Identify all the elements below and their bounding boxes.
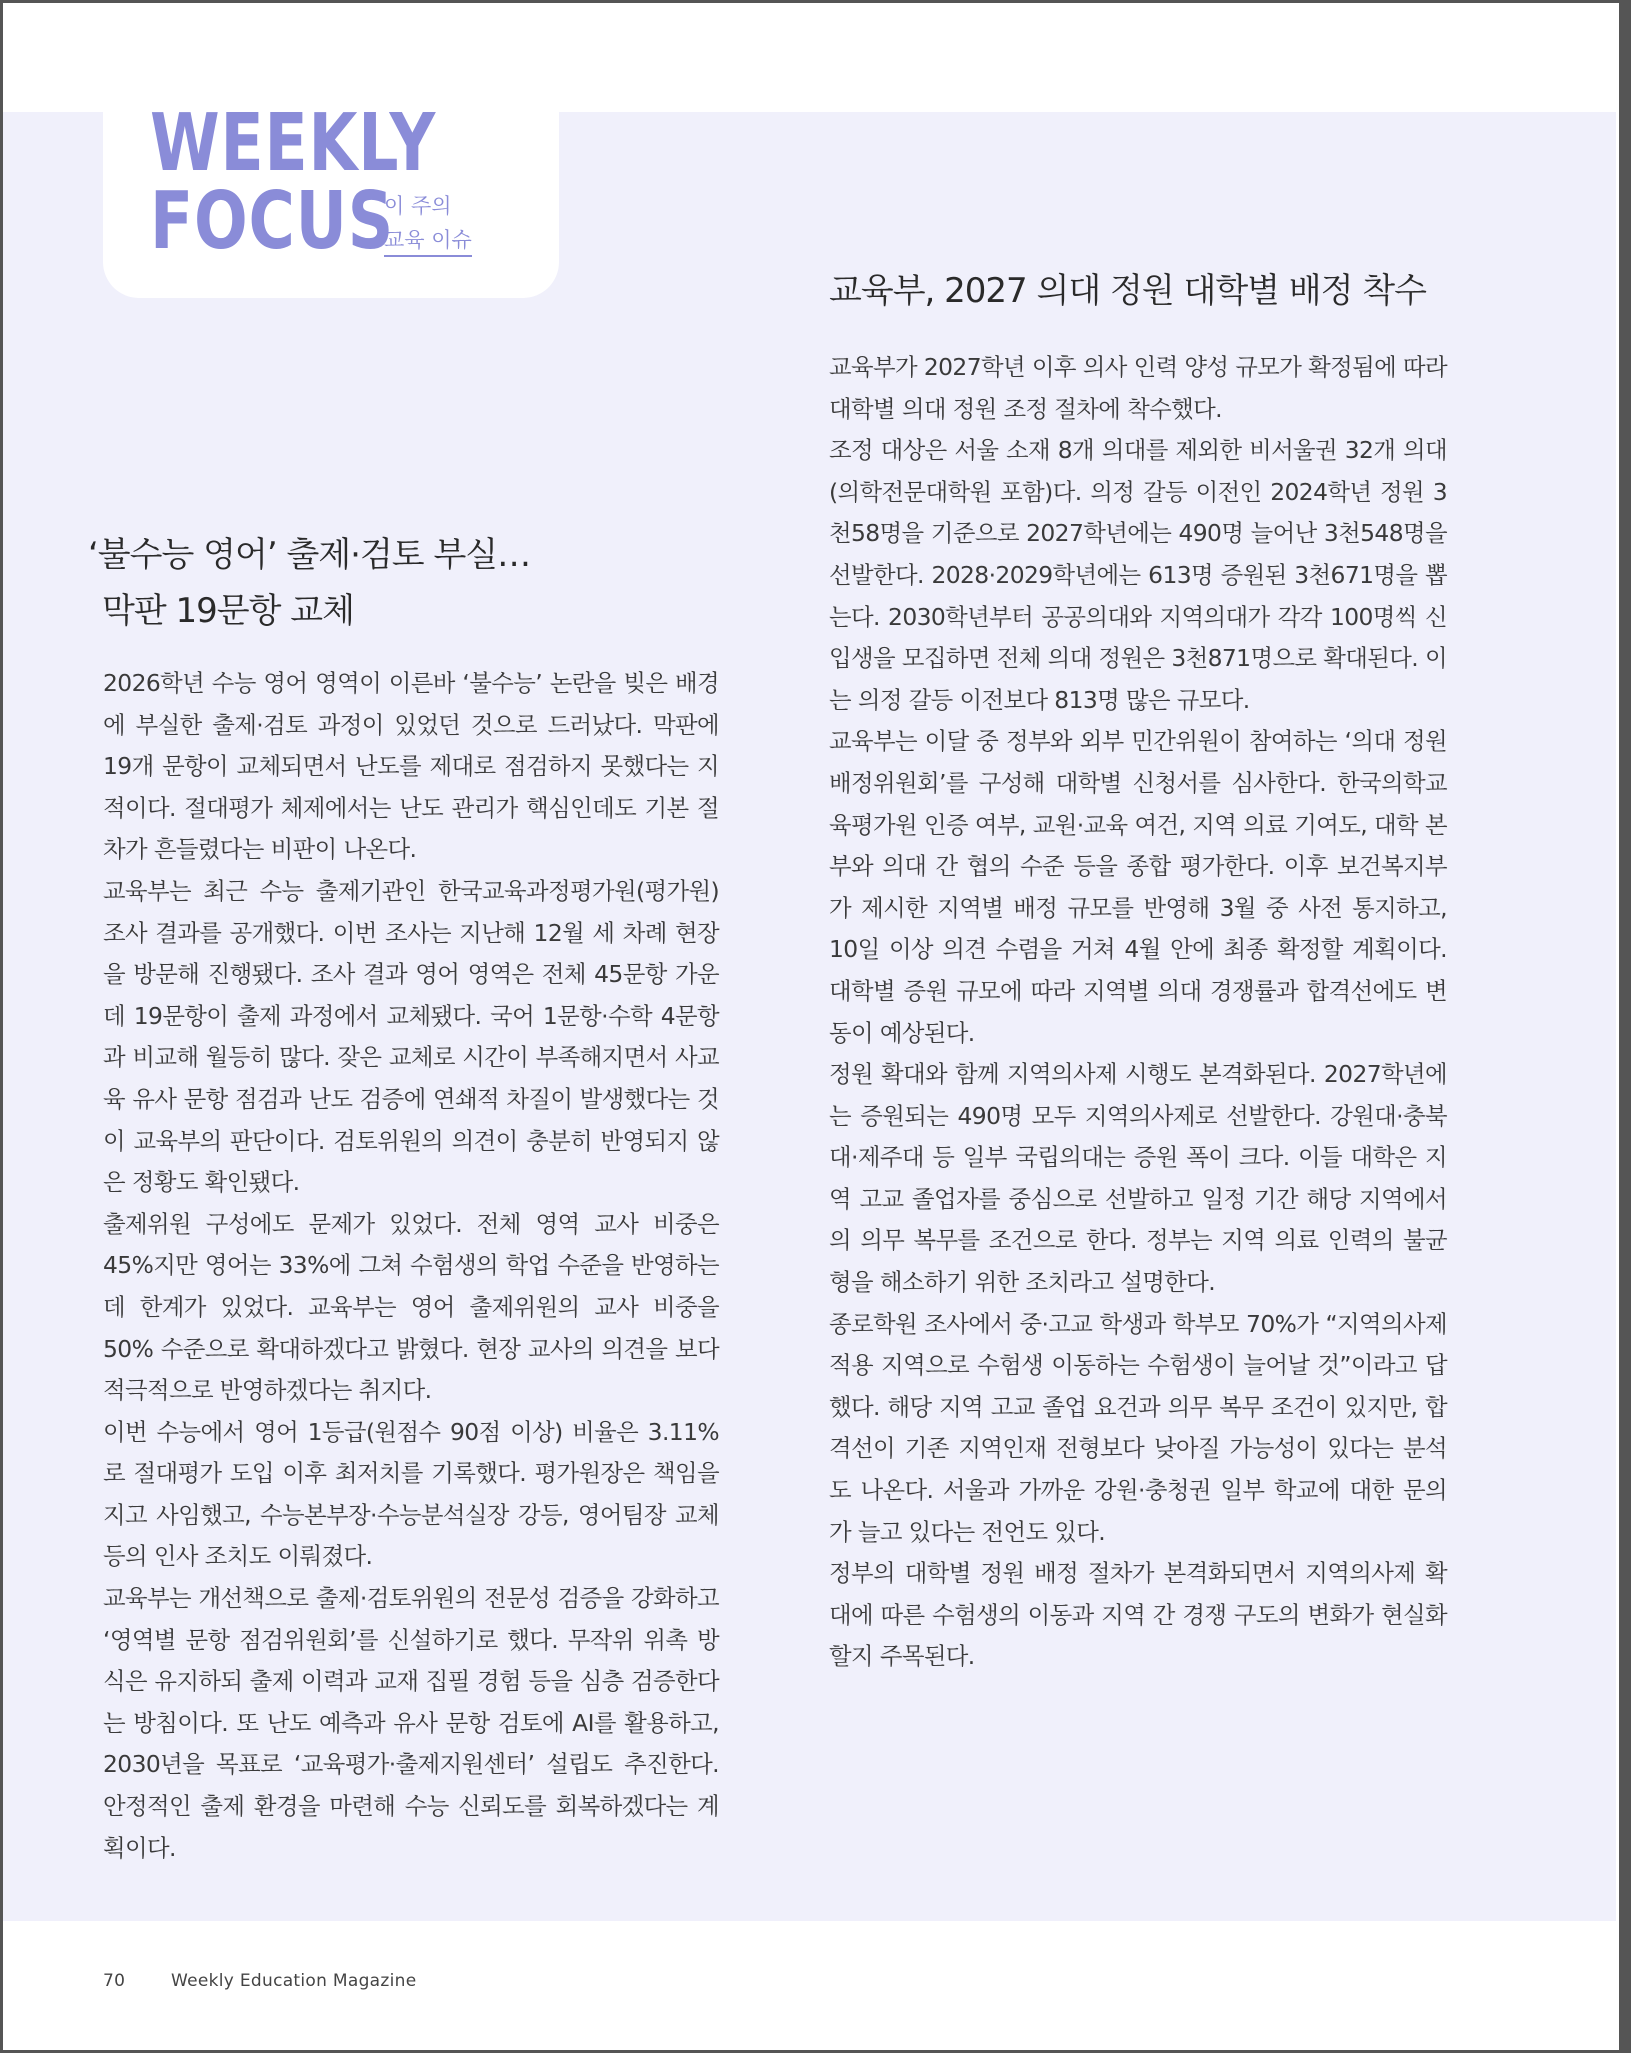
article1-title-line2: 막판 19문항 교체 bbox=[102, 591, 354, 631]
section-title-line2: FOCUS bbox=[150, 175, 395, 267]
article2-paragraph: 정원 확대와 함께 지역의사제 시행도 본격화된다. 2027학년에는 증원되는 490명 모두 지역의사제로 선발한다. 강원대·충북대·제주대 등 일부 국립의대는 증원 폭이 크다. 이들 대학은 지역 고교 졸업자를 중심으로 선발하고 일정 기간 해당 지역에서의 의무 복무를 조건으로 한다. 정부는 지역 의료 인력의 불균형을 해소하기 위한 조치라고 설명한다. bbox=[829, 1060, 1447, 1297]
section-subtitle-line2: 교육 이슈 bbox=[384, 225, 472, 257]
article1-body bbox=[103, 663, 719, 1869]
article2-paragraph: 조정 대상은 서울 소재 8개 의대를 제외한 비서울권 32개 의대(의학전문대학원 포함)다. 의정 갈등 이전인 2024학년 정원 3천58명을 기준으로 2027학년에는 490명 늘어난 3천548명을 선발한다. 2028·2029학년에는 613명 증원된 3천671명을 뽑는다. 2030학년부터 공공의대와 지역의대가 각각 100명씩 신입생을 모집하면 전체 의대 정원은 3천871명으로 확대된다. 이는 의정 갈등 이전보다 813명 많은 규모다. bbox=[829, 436, 1447, 714]
page-footer bbox=[103, 1971, 416, 1991]
article2-paragraph: 교육부가 2027학년 이후 의사 인력 양성 규모가 확정됨에 따라 대학별 의대 정원 조정 절차에 착수했다. bbox=[829, 353, 1447, 423]
article2-paragraph: 정부의 대학별 정원 배정 절차가 본격화되면서 지역의사제 확대에 따른 수험생의 이동과 지역 간 경쟁 구도의 변화가 현실화할지 주목된다. bbox=[829, 1559, 1447, 1671]
article1-paragraph: 출제위원 구성에도 문제가 있었다. 전체 영역 교사 비중은 45%지만 영어는 33%에 그쳐 수험생의 학업 수준을 반영하는 데 한계가 있었다. 교육부는 영어 출제위원의 교사 비중을 50% 수준으로 확대하겠다고 밝혔다. 현장 교사의 의견을 보다 적극적으로 반영하겠다는 취지다. bbox=[103, 1209, 719, 1405]
article1-paragraph: 2026학년 수능 영어 영역이 이른바 ‘불수능’ 논란을 빚은 배경에 부실한 출제·검토 과정이 있었던 것으로 드러났다. 막판에 19개 문항이 교체되면서 난도를 제대로 점검하지 못했다는 지적이다. 절대평가 체제에서는 난도 관리가 핵심인데도 기본 절차가 흔들렸다는 비판이 나온다. bbox=[103, 669, 719, 864]
article1-title-line1: ‘불수능 영어’ 출제·검토 부실… bbox=[88, 535, 531, 575]
section-title-line1: WEEKLY bbox=[150, 97, 437, 189]
article1-title bbox=[88, 527, 530, 639]
page-number: 70 bbox=[103, 1971, 126, 1991]
article1-paragraph: 이번 수능에서 영어 1등급(원점수 90점 이상) 비율은 3.11%로 절대평가 도입 이후 최저치를 기록했다. 평가원장은 책임을 지고 사임했고, 수능본부장·수능분석실장 강등, 영어팀장 교체 등의 인사 조치도 이뤄졌다. bbox=[103, 1417, 719, 1571]
article2-paragraph: 교육부는 이달 중 정부와 외부 민간위원이 참여하는 ‘의대 정원 배정위원회’를 구성해 대학별 신청서를 심사한다. 한국의학교육평가원 인증 여부, 교원·교육 여건, 지역 의료 기여도, 대학 본부와 의대 간 협의 수준 등을 종합 평가한다. 이후 보건복지부가 제시한 지역별 배정 규모를 반영해 3월 중 사전 통지하고, 10일 이상 의견 수렴을 거쳐 4월 안에 최종 확정할 계획이다. 대학별 증원 규모에 따라 지역별 의대 경쟁률과 합격선에도 변동이 예상된다. bbox=[829, 727, 1447, 1047]
article1-paragraph: 교육부는 최근 수능 출제기관인 한국교육과정평가원(평가원) 조사 결과를 공개했다. 이번 조사는 지난해 12월 세 차례 현장을 방문해 진행됐다. 조사 결과 영어 영역은 전체 45문항 가운데 19문항이 출제 과정에서 교체됐다. 국어 1문항·수학 4문항과 비교해 월등히 많다. 잦은 교체로 시간이 부족해지면서 사교육 유사 문항 점검과 난도 검증에 연쇄적 차질이 발생했다는 것이 교육부의 판단이다. 검토위원의 의견이 충분히 반영되지 않은 정황도 확인됐다. bbox=[103, 876, 719, 1197]
magazine-name: Weekly Education Magazine bbox=[171, 1971, 417, 1991]
section-subtitle-line1: 이 주의 bbox=[384, 194, 452, 218]
section-subtitle bbox=[384, 189, 472, 257]
article2-paragraph: 종로학원 조사에서 중·고교 학생과 학부모 70%가 “지역의사제 적용 지역으로 수험생 이동하는 수험생이 늘어날 것”이라고 답했다. 해당 지역 고교 졸업 요건과 의무 복무 조건이 있지만, 합격선이 기존 지역인재 전형보다 낮아질 가능성이 있다는 분석도 나온다. 서울과 가까운 강원·충청권 일부 학교에 대한 문의가 늘고 있다는 전언도 있다. bbox=[829, 1309, 1447, 1546]
article1-paragraph: 교육부는 개선책으로 출제·검토위원의 전문성 검증을 강화하고 ‘영역별 문항 점검위원회’를 신설하기로 했다. 무작위 위촉 방식은 유지하되 출제 이력과 교재 집필 경험 등을 심층 검증한다는 방침이다. 또 난도 예측과 유사 문항 검토에 AI를 활용하고, 2030년을 목표로 ‘교육평가·출제지원센터’ 설립도 추진한다. 안정적인 출제 환경을 마련해 수능 신뢰도를 회복하겠다는 계획이다. bbox=[103, 1584, 719, 1862]
article2-title: 교육부, 2027 의대 정원 대학별 배정 착수 bbox=[829, 271, 1426, 311]
article2-body bbox=[829, 347, 1447, 1678]
